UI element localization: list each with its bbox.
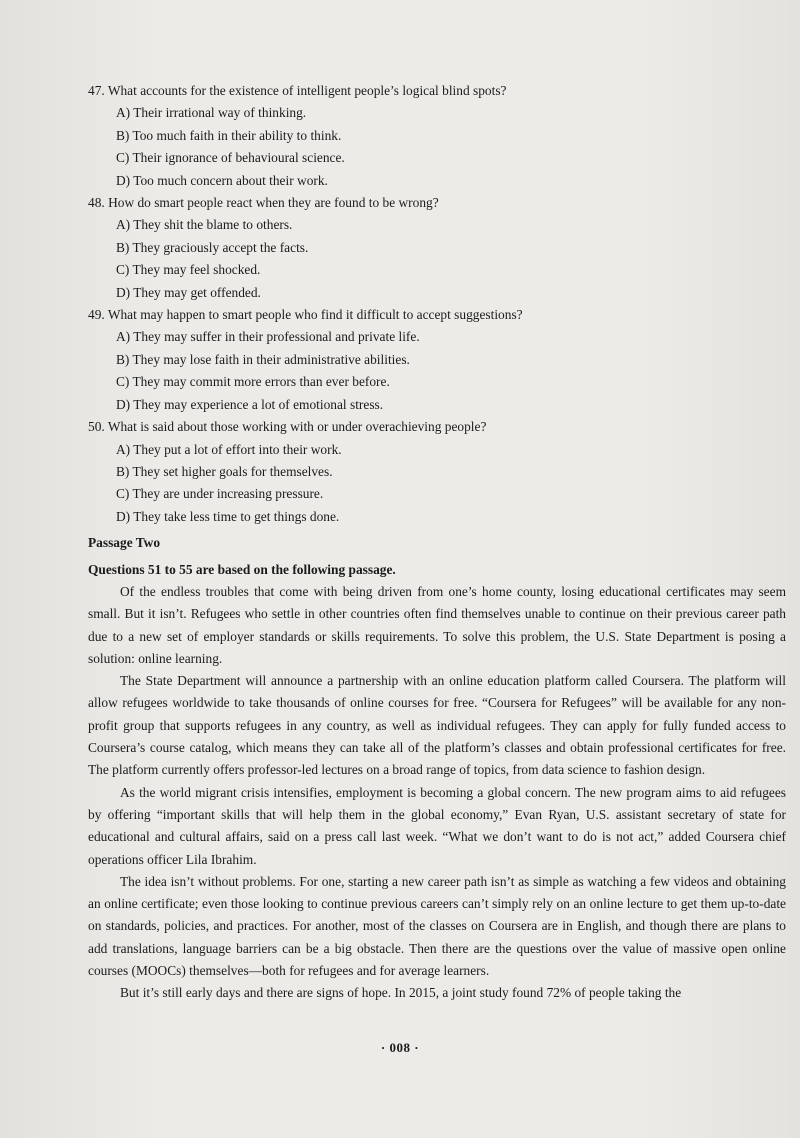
option-d: D) They may experience a lot of emotional stress. [116, 396, 384, 412]
option-b: B) They graciously accept the facts. [116, 239, 309, 255]
option-b: B) They set higher goals for themselves. [116, 463, 333, 479]
passage-paragraph: Of the endless troubles that come with being driven from one’s home county, losing educational certificates may seem small. But it isn’t. Refugees who settle in other countries often find themselves unable to continue on their previous career path due to a new set of employer standards or skills requirements. To solve this problem, the U.S. State Department is posing a solution: online learning. [88, 583, 786, 666]
question-47 [88, 80, 786, 192]
page-content [88, 80, 786, 1005]
question-stem: 47. What accounts for the existence of intelligent people’s logical blind spots? [88, 83, 507, 98]
passage-paragraph: The idea isn’t without problems. For one, starting a new career path isn’t as simple as watching a few videos and obtaining an online certificate; even those looking to continue previous careers can’t simply rely on an online lecture to get them up-to-date on standards, policies, and practices. For another, most of the classes on Coursera are in English, and though there are plans to add translations, language barriers can be a big obstacle. Then there are the questions over the value of massive open online courses (MOOCs) themselves—both for refugees and for average learners. [88, 873, 786, 978]
question-stem: 50. What is said about those working with or under overachieving people? [88, 419, 487, 435]
option-c: C) They may feel shocked. [116, 262, 261, 278]
passage-title: Passage Two [88, 535, 161, 551]
option-a: A) Their irrational way of thinking. [116, 105, 307, 121]
option-c: C) They may commit more errors than ever before. [116, 374, 390, 390]
option-b: B) Too much faith in their ability to think. [116, 127, 342, 143]
passage-paragraph: As the world migrant crisis intensifies, employment is becoming a global concern. The new program aims to aid refugees by offering “important skills that will help them in the global economy,” Evan Ryan, U.S. assistant secretary of state for educational and cultural affairs, said on a press call last week. “What we don’t want to do is not act,” added Coursera chief operations officer Lila Ibrahim. [88, 784, 786, 867]
option-c: C) Their ignorance of behavioural science. [116, 150, 345, 166]
option-a: A) They put a lot of effort into their work. [116, 441, 342, 457]
option-c: C) They are under increasing pressure. [116, 486, 324, 502]
passage-paragraph: The State Department will announce a partnership with an online education platform called Coursera. The platform will allow refugees worldwide to take thousands of online courses for free. “Coursera for Refugees” will be available for any non-profit group that supports refugees in any country, as well as individual refugees. They can apply for fully funded access to Coursera’s course catalog, which means they can take all of the platform’s classes and obtain professional certificates for free. The platform currently offers professor-led lectures on a broad range of topics, from data science to fashion design. [88, 673, 786, 778]
passage-paragraph: But it’s still early days and there are signs of hope. In 2015, a joint study found 72% of people taking the [120, 985, 682, 1001]
passage-body [88, 581, 786, 1005]
option-d: D) They may get offended. [116, 284, 261, 300]
question-49 [88, 304, 786, 416]
question-stem: 49. What may happen to smart people who find it difficult to accept suggestions? [88, 307, 523, 323]
page-number: · 008 · [380, 1040, 420, 1055]
question-50 [88, 416, 786, 528]
option-b: B) They may lose faith in their administrative abilities. [116, 351, 410, 367]
option-d: D) Too much concern about their work. [116, 172, 328, 188]
question-stem: 48. How do smart people react when they are found to be wrong? [88, 195, 439, 211]
option-a: A) They shit the blame to others. [116, 217, 293, 233]
option-a: A) They may suffer in their professional and private life. [116, 329, 420, 345]
option-d: D) They take less time to get things done. [116, 508, 340, 524]
passage-instructions: Questions 51 to 55 are based on the following passage. [88, 561, 396, 577]
question-48 [88, 192, 786, 304]
